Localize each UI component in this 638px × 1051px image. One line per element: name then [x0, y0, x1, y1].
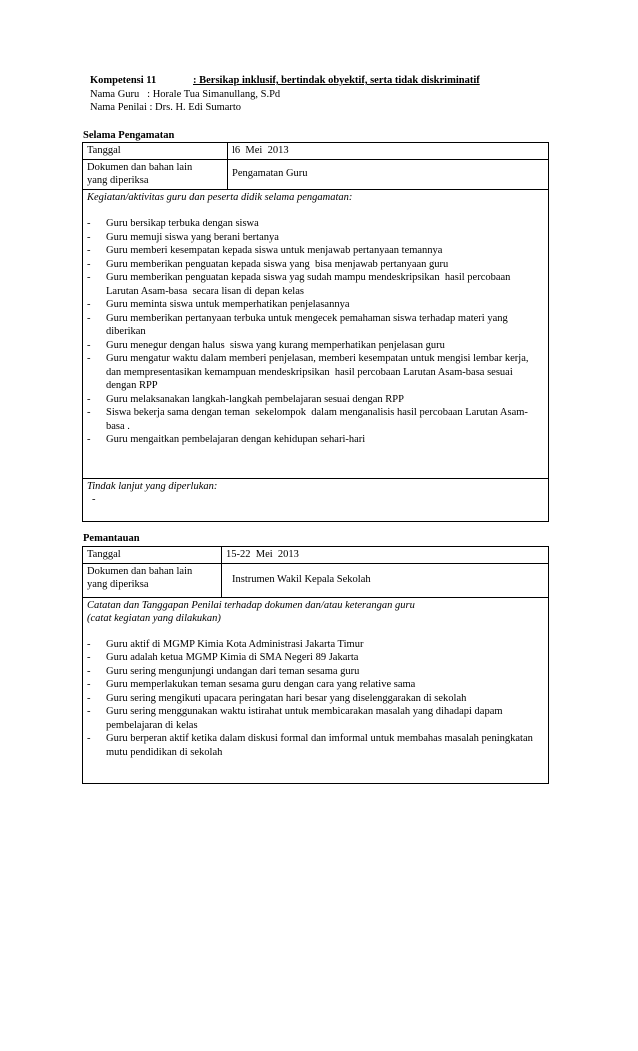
list-item: - Guru menegur dengan halus siswa yang kurang memperhatikan penjelasan guru — [87, 339, 445, 351]
kompetensi-value: : Bersikap inklusif, bertindak obyektif, serta tidak diskriminatif — [193, 75, 480, 86]
list-item: - Guru melaksanakan langkah-langkah pembelajaran sesuai dengan RPP — [87, 393, 404, 405]
observation-table — [82, 142, 549, 522]
notes-label-line-1: Catatan dan Tanggapan Penilai terhadap dokumen dan/atau keterangan guru — [87, 599, 415, 611]
monitoring-date-label: Tanggal — [83, 547, 222, 564]
document-label-line-1: Dokumen dan bahan lain — [87, 565, 193, 577]
activities-label: Kegiatan/aktivitas guru dan peserta didik selama pengamatan: — [87, 191, 353, 203]
list-item: - Guru bersikap terbuka dengan siswa — [87, 218, 259, 229]
list-item: - Siswa bekerja sama dengan teman sekelompok dalam menganalisis hasil percobaan Larutan Asam-basa . — [87, 407, 528, 432]
document-label-line-2: yang diperiksa — [87, 175, 149, 186]
header-block — [90, 74, 480, 115]
list-item: - Guru berperan aktif ketika dalam diskusi formal dan imformal untuk membahas masalah peningkatan mutu pendidikan di sekolah — [87, 733, 533, 758]
list-item: - Guru aktif di MGMP Kimia Kota Administrasi Jakarta Timur — [87, 638, 364, 650]
notes-list — [87, 638, 544, 760]
list-item: - Guru sering mengikuti upacara peringatan hari besar yang diselenggarakan di sekolah — [87, 692, 467, 704]
list-item: - Guru memperlakukan teman sesama guru dengan cara yang relative sama — [87, 679, 416, 690]
follow-up-value: - — [92, 494, 96, 505]
list-item: - Guru mengatur waktu dalam memberi penjelasan, memberi kesempatan untuk mengisi lembar kerja, dan mempresentasikan kemampuan mendeskripsikan hasil percobaan Larutan Asam-basa sesuai dengan RPP — [87, 353, 532, 391]
notes-label-line-2: (catat kegiatan yang dilakukan) — [87, 613, 221, 624]
list-item: - Guru meminta siswa untuk memperhatikan penjelasannya — [87, 299, 350, 310]
list-item: - Guru sering mengunjungi undangan dari teman sesama guru — [87, 665, 360, 677]
kompetensi-line — [90, 74, 480, 88]
observation-date-value: l6 Mei 2013 — [228, 143, 549, 160]
list-item: - Guru memberikan pertanyaan terbuka untuk mengecek pemahaman siswa terhadap materi yang diberikan — [87, 312, 508, 337]
follow-up-cell — [83, 478, 549, 521]
activities-list — [87, 217, 544, 447]
list-item: - Guru memberi kesempatan kepada siswa untuk menjawab pertanyaan temannya — [87, 245, 443, 256]
observation-document-value: Pengamatan Guru — [228, 159, 549, 189]
list-item: - Guru adalah ketua MGMP Kimia di SMA Negeri 89 Jakarta — [87, 652, 359, 663]
list-item: - Guru mengaitkan pembelajaran dengan kehidupan sehari-hari — [87, 434, 366, 445]
monitoring-date-value: 15-22 Mei 2013 — [222, 547, 549, 564]
monitoring-document-value: Instrumen Wakil Kepala Sekolah — [222, 563, 549, 597]
list-item: - Guru sering menggunakan waktu istirahat untuk membicarakan masalah yang dihadapi dapam pembelajaran di kelas — [87, 706, 503, 731]
teacher-name: Nama Guru : Horale Tua Simanullang, S.Pd — [90, 88, 281, 100]
observation-section-title: Selama Pengamatan — [83, 130, 175, 141]
observation-activities-cell — [83, 189, 549, 478]
monitoring-document-label — [83, 563, 222, 597]
monitoring-section-title: Pemantauan — [83, 533, 140, 544]
monitoring-notes-cell — [83, 597, 549, 783]
kompetensi-label: Kompetensi 11 — [90, 75, 157, 86]
list-item: - Guru memberikan penguatan kepada siswa yag sudah mampu mendeskripsikan hasil percobaan Larutan Asam-basa secara lisan di depan kelas — [87, 272, 514, 297]
observation-document-label — [83, 159, 228, 189]
list-item: - Guru memuji siswa yang berani bertanya — [87, 231, 279, 243]
document-label-line-1: Dokumen dan bahan lain — [87, 161, 193, 173]
follow-up-label: Tindak lanjut yang diperlukan: — [87, 480, 218, 492]
assessor-name: Nama Penilai : Drs. H. Edi Sumarto — [90, 102, 242, 113]
list-item: - Guru memberikan penguatan kepada siswa yang bisa menjawab pertanyaan guru — [87, 258, 449, 270]
observation-date-label: Tanggal — [83, 143, 228, 160]
document-label-line-2: yang diperiksa — [87, 579, 149, 590]
monitoring-table — [82, 546, 549, 784]
